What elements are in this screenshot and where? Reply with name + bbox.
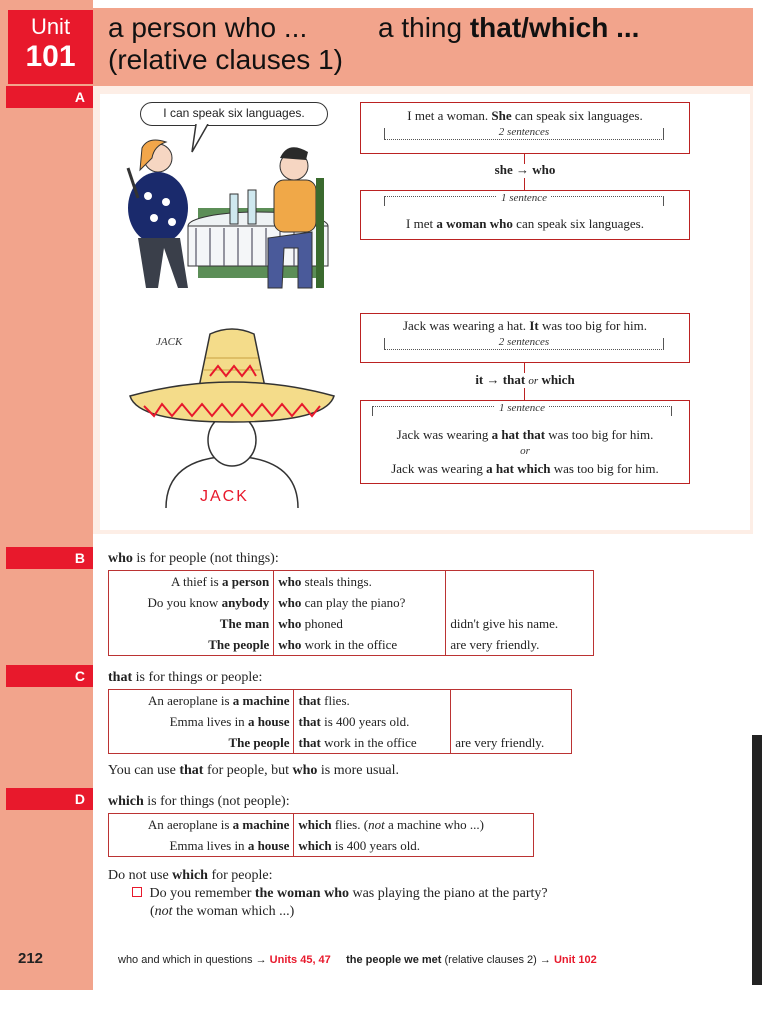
section-a-tab: A xyxy=(6,86,93,108)
cell-left-bold: anybody xyxy=(221,595,270,610)
arrow-icon: → xyxy=(486,372,500,387)
c-note-pre: You can use xyxy=(108,763,176,778)
cell-mid-bold: which xyxy=(298,838,332,853)
cell-mid-rest: steals things. xyxy=(304,574,372,589)
cell-left xyxy=(109,814,294,836)
transform-from: she xyxy=(494,162,513,177)
cell-mid xyxy=(274,634,446,656)
table-row xyxy=(109,690,572,712)
unit-number: 101 xyxy=(25,40,76,73)
cell-mid-bold: that xyxy=(298,714,321,729)
ref2-text: the people we met xyxy=(346,954,442,966)
cell-mid-bold: who xyxy=(278,574,302,589)
cell-left-bold: a machine xyxy=(232,817,290,832)
cell-right: didn't give his name. xyxy=(446,613,594,634)
cell-left-bold: a machine xyxy=(232,693,290,708)
note-1-sentence xyxy=(384,192,664,206)
cell-mid xyxy=(294,711,451,732)
speech-bubble: I can speak six languages. xyxy=(140,102,328,126)
footer-cross-references xyxy=(118,954,597,966)
example-sentence-4a xyxy=(360,426,690,443)
table-row xyxy=(109,634,594,656)
cell-mid-rest: is 400 years old. xyxy=(324,714,410,729)
cell-left-pre: An aeroplane is xyxy=(147,693,230,708)
d-dont-bold: which xyxy=(172,868,208,883)
cell-left xyxy=(109,711,294,732)
jack-shirt-text: JACK xyxy=(200,488,249,505)
section-c-intro-rest: is for things or people: xyxy=(135,670,263,685)
cell-left-pre: Emma lives in xyxy=(169,838,245,853)
d-dont-post: for people: xyxy=(211,868,273,883)
cell-mid-bold: that xyxy=(298,693,321,708)
cell-left-pre: Do you know xyxy=(147,595,219,610)
cell-mid: which flies. (not a machine who ...) xyxy=(294,814,534,836)
ex2-post: can speak six languages. xyxy=(516,216,644,231)
table-row xyxy=(109,592,594,613)
cell-left-bold: a house xyxy=(247,838,290,853)
cell-mid-rest: flies. xyxy=(324,693,350,708)
d-not-ital: not xyxy=(154,904,173,919)
ref2-paren: (relative clauses 2) xyxy=(444,954,537,966)
section-d-tab: D xyxy=(6,788,93,810)
section-c-table xyxy=(108,689,572,754)
cell-left-pre: Emma lives in xyxy=(169,714,245,729)
ex3-pre: Jack was wearing a hat. xyxy=(402,318,527,333)
cell-right xyxy=(446,571,594,593)
arrow-icon: → xyxy=(539,954,551,966)
cell-mid-bold: that xyxy=(298,735,321,750)
cell-note-rest: a machine who ...) xyxy=(387,817,484,832)
d-ex-post: was playing the piano at the party? xyxy=(352,886,548,901)
cell-mid-rest: work in the office xyxy=(304,637,398,652)
arrow-icon: → xyxy=(515,162,529,177)
jack-label: JACK xyxy=(156,336,183,348)
page-title-right xyxy=(378,12,639,44)
note-1-sentence-b xyxy=(372,402,672,416)
d-ex-pre: Do you remember xyxy=(149,886,252,901)
c-note-bold2: who xyxy=(292,763,318,778)
transform2-from: it xyxy=(475,372,484,387)
page-number: 212 xyxy=(18,950,44,967)
cell-left xyxy=(109,592,274,613)
cell-mid xyxy=(294,690,451,712)
transform-to: who xyxy=(532,162,556,177)
page-title-left-line1: a person who ... xyxy=(108,12,308,43)
unit-badge xyxy=(8,10,93,84)
note-2-sentences xyxy=(384,128,664,140)
transform2-to: that xyxy=(502,372,526,387)
section-d-example xyxy=(132,885,548,902)
cell-left xyxy=(109,690,294,712)
cell-left-pre: An aeroplane is xyxy=(147,817,230,832)
d-ex-bold: the woman who xyxy=(254,886,349,901)
cell-left-pre: A thief is xyxy=(171,574,219,589)
section-d-table xyxy=(108,813,534,857)
cell-mid xyxy=(274,571,446,593)
c-note-bold1: that xyxy=(179,763,204,778)
note-2-sentences-b-text: 2 sentences xyxy=(495,336,553,348)
page-title-left-line2: (relative clauses 1) xyxy=(108,44,343,75)
example-sentence-4b xyxy=(360,460,690,477)
transform2-to2: which xyxy=(541,372,575,387)
ex4a-post: was too big for him. xyxy=(548,427,654,442)
ex4b-bold: a hat which xyxy=(486,461,551,476)
cell-left xyxy=(109,634,274,656)
ref1-text: who and which in questions xyxy=(118,954,253,966)
transform-it-that-which xyxy=(360,372,690,388)
section-d-not-example: (not the woman which ...) xyxy=(150,904,295,919)
cell-note-ital: not xyxy=(368,817,385,832)
section-d-dont-use xyxy=(108,867,273,884)
section-c-intro-bold: that xyxy=(108,670,133,685)
right-edge-bar xyxy=(752,735,762,985)
unit-word: Unit xyxy=(30,14,71,39)
cell-mid xyxy=(274,592,446,613)
left-margin-strip xyxy=(0,0,93,990)
c-note-mid: for people, but xyxy=(206,763,289,778)
section-c-tab: C xyxy=(6,665,93,687)
table-row xyxy=(109,835,534,857)
connector-line xyxy=(524,388,525,400)
cell-mid-rest: phoned xyxy=(304,616,343,631)
ex1-pre: I met a woman. xyxy=(407,108,489,123)
ex2-pre: I met xyxy=(406,216,434,231)
ex4a-bold: a hat that xyxy=(491,427,546,442)
cell-mid-rest: can play the piano? xyxy=(304,595,406,610)
ex3-post: was too big for him. xyxy=(541,318,648,333)
cell-right: are very friendly. xyxy=(451,732,572,754)
section-b-intro-rest: is for people (not things): xyxy=(136,551,279,566)
example-sentence-1 xyxy=(360,107,690,124)
example-sentence-2 xyxy=(360,215,690,232)
ex4b-pre: Jack was wearing xyxy=(391,461,483,476)
table-row xyxy=(109,814,534,836)
cell-left xyxy=(109,571,274,593)
cell-left xyxy=(109,613,274,634)
cell-left-bold: The man xyxy=(219,616,270,631)
table-row xyxy=(109,571,594,593)
note-1-sentence-text: 1 sentence xyxy=(497,192,551,204)
section-c-intro xyxy=(108,669,262,686)
cell-left-bold: The people xyxy=(208,637,270,652)
ref2-link[interactable]: Unit 102 xyxy=(553,954,597,966)
table-row xyxy=(109,732,572,754)
cell-mid xyxy=(294,835,534,857)
section-c-note xyxy=(108,762,399,779)
restaurant-illustration xyxy=(118,98,343,300)
section-b-table xyxy=(108,570,594,656)
d-dont-pre: Do not use xyxy=(108,868,169,883)
cell-right xyxy=(451,711,572,732)
checkbox-icon xyxy=(132,887,142,897)
cell-mid-bold: who xyxy=(278,595,302,610)
ex4b-post: was too big for him. xyxy=(553,461,659,476)
d-not-rest: the woman which ...) xyxy=(176,904,295,919)
cell-mid xyxy=(274,613,446,634)
ex4a-pre: Jack was wearing xyxy=(396,427,489,442)
cell-mid-rest: work in the office xyxy=(324,735,417,750)
table-row xyxy=(109,613,594,634)
cell-left xyxy=(109,835,294,857)
or-label: or xyxy=(520,445,530,457)
cell-mid-bold: which xyxy=(298,817,332,832)
cell-left xyxy=(109,732,294,754)
title-a-thing: a thing xyxy=(378,12,463,43)
speech-bubble-tail xyxy=(188,124,218,154)
cell-mid-bold: who xyxy=(278,616,302,631)
section-d-intro-rest: is for things (not people): xyxy=(147,794,290,809)
note-2-sentences-text: 2 sentences xyxy=(495,126,553,138)
cell-right: are very friendly. xyxy=(446,634,594,656)
ref1-link[interactable]: Units 45, 47 xyxy=(269,954,331,966)
table-row xyxy=(109,711,572,732)
transform2-or: or xyxy=(528,375,539,387)
cell-mid-rest: flies. xyxy=(334,817,361,832)
section-d-intro-bold: which xyxy=(108,794,144,809)
title-that-which: that/which ... xyxy=(469,12,640,43)
section-d-intro xyxy=(108,793,290,810)
cell-mid xyxy=(294,732,451,754)
note-1-sentence-b-text: 1 sentence xyxy=(495,402,549,414)
ex3-bold: It xyxy=(529,318,539,333)
ex1-post: can speak six languages. xyxy=(514,108,643,123)
ex1-bold: She xyxy=(491,108,512,123)
cell-mid-bold: who xyxy=(278,637,302,652)
cell-left-bold: a person xyxy=(221,574,270,589)
cell-mid-rest: is 400 years old. xyxy=(334,838,421,853)
arrow-icon: → xyxy=(255,954,267,966)
example-sentence-3 xyxy=(360,317,690,334)
connector-line xyxy=(524,178,525,190)
cell-left-bold: The people xyxy=(228,735,290,750)
transform-she-who xyxy=(360,162,690,178)
section-b-intro-bold: who xyxy=(108,551,133,566)
cell-right xyxy=(451,690,572,712)
section-b-intro xyxy=(108,550,279,567)
c-note-post: is more usual. xyxy=(320,763,400,778)
cell-right xyxy=(446,592,594,613)
cell-left-bold: a house xyxy=(247,714,290,729)
ex2-bold: a woman who xyxy=(436,216,513,231)
section-b-tab: B xyxy=(6,547,93,569)
note-2-sentences-b xyxy=(384,338,664,350)
